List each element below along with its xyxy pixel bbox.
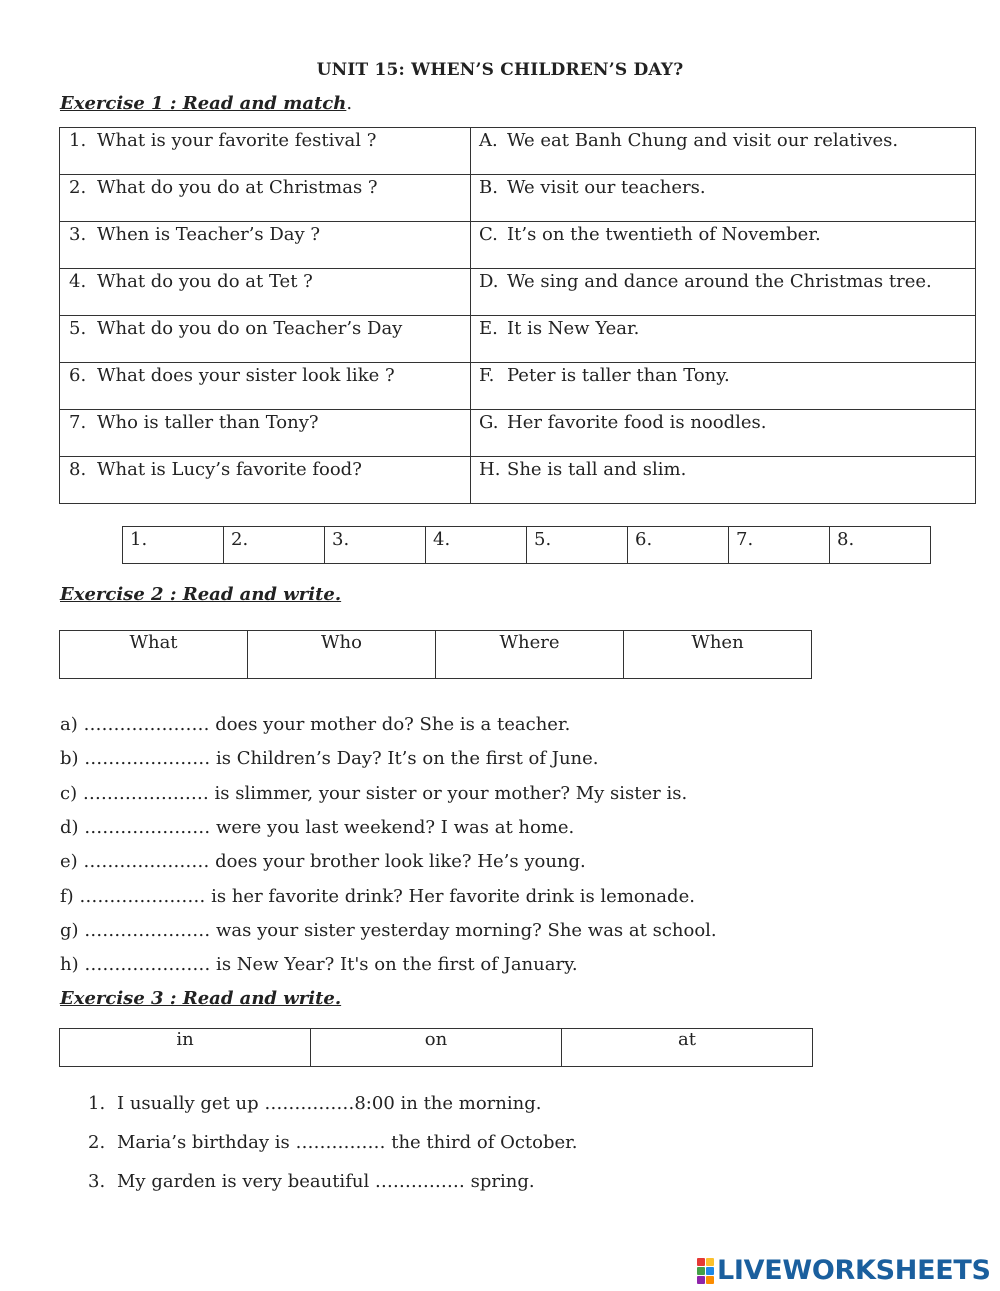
preposition-sentence[interactable] (88, 1132, 578, 1153)
logo-square (706, 1258, 714, 1266)
question-cell (60, 128, 471, 175)
answer-box[interactable]: 6. (628, 527, 729, 564)
match-row (60, 410, 976, 457)
fill-in-sentence[interactable]: a) ………………… does your mother do? She is a teacher. (60, 714, 571, 735)
preposition-word: on (311, 1029, 562, 1067)
match-table (59, 127, 976, 504)
exercise-2-heading: Exercise 2 : Read and write. (60, 584, 342, 605)
match-row (60, 363, 976, 410)
match-row (60, 175, 976, 222)
question-word: When (624, 631, 812, 679)
answer-letter: D. (479, 271, 499, 292)
item-number: 1. (88, 1093, 106, 1114)
question-cell (60, 222, 471, 269)
logo-square (706, 1276, 714, 1284)
logo-square (697, 1267, 705, 1275)
answer-cell (471, 175, 976, 222)
preposition-sentence[interactable] (88, 1171, 535, 1192)
answer-cell (471, 128, 976, 175)
question-cell (60, 175, 471, 222)
answer-cell (471, 363, 976, 410)
answer-text: Her favorite food is noodles. (507, 412, 767, 433)
question-text: When is Teacher’s Day ? (97, 224, 321, 245)
answer-box[interactable]: 3. (325, 527, 426, 564)
question-text: What is Lucy’s favorite food? (97, 459, 362, 480)
answer-cell (471, 410, 976, 457)
exercise-1-heading-punct: . (346, 93, 353, 114)
match-row (60, 128, 976, 175)
answer-cell (471, 316, 976, 363)
answer-box[interactable]: 7. (729, 527, 830, 564)
question-number: 5. (69, 318, 87, 339)
fill-in-sentence[interactable]: b) ………………… is Children’s Day? It’s on the first of June. (60, 748, 599, 770)
answer-letter: E. (479, 318, 498, 339)
answer-text: It is New Year. (507, 318, 640, 339)
preposition-word: at (562, 1029, 813, 1067)
question-number: 4. (69, 271, 87, 292)
question-cell (60, 457, 471, 504)
match-row (60, 316, 976, 363)
exercise-3-heading: Exercise 3 : Read and write. (60, 988, 342, 1009)
question-text: What do you do on Teacher’s Day (97, 318, 403, 339)
preposition-box (59, 1028, 813, 1067)
answer-text: We visit our teachers. (507, 177, 706, 198)
question-number: 8. (69, 459, 87, 480)
page-title: UNIT 15: WHEN’S CHILDREN’S DAY? (316, 60, 684, 80)
answer-letter: H. (479, 459, 501, 480)
question-number: 7. (69, 412, 87, 433)
question-text: Who is taller than Tony? (97, 412, 319, 433)
question-cell (60, 363, 471, 410)
preposition-word: in (60, 1029, 311, 1067)
answer-letter: A. (479, 130, 498, 151)
answer-letter: F. (479, 365, 495, 386)
answer-box[interactable]: 4. (426, 527, 527, 564)
question-number: 2. (69, 177, 87, 198)
answer-letter: C. (479, 224, 498, 245)
question-cell (60, 316, 471, 363)
question-text: What does your sister look like ? (97, 365, 395, 386)
answer-text: It’s on the twentieth of November. (507, 224, 821, 245)
question-number: 3. (69, 224, 87, 245)
question-cell (60, 410, 471, 457)
preposition-sentence[interactable] (88, 1093, 541, 1114)
question-text: What is your favorite festival ? (97, 130, 377, 151)
answer-letter: B. (479, 177, 498, 198)
question-word: Where (436, 631, 624, 679)
question-text: What do you do at Tet ? (97, 271, 313, 292)
item-text: Maria’s birthday is …………… the third of October. (117, 1132, 578, 1153)
item-number: 2. (88, 1132, 106, 1153)
logo-square (706, 1267, 714, 1275)
logo-mark-icon (697, 1258, 714, 1284)
answer-text: We eat Banh Chung and visit our relatives. (507, 130, 899, 151)
item-text: My garden is very beautiful …………… spring. (117, 1171, 535, 1192)
fill-in-sentence[interactable]: f) ………………… is her favorite drink? Her favorite drink is lemonade. (60, 885, 695, 907)
answer-text: She is tall and slim. (507, 459, 687, 480)
question-word: What (60, 631, 248, 679)
answer-box[interactable]: 1. (123, 527, 224, 564)
question-text: What do you do at Christmas ? (97, 177, 378, 198)
question-cell (60, 269, 471, 316)
answer-text: Peter is taller than Tony. (507, 365, 730, 386)
logo-text: LIVEWORKSHEETS (717, 1255, 991, 1286)
answer-cell (471, 222, 976, 269)
item-text: I usually get up ……………8:00 in the morning. (117, 1093, 542, 1114)
answer-cell (471, 269, 976, 316)
item-number: 3. (88, 1171, 106, 1192)
match-row (60, 269, 976, 316)
answer-cell (471, 457, 976, 504)
match-row (60, 457, 976, 504)
exercise-1-heading-text: Exercise 1 : Read and match (60, 93, 347, 114)
answer-box[interactable]: 2. (224, 527, 325, 564)
fill-in-sentence[interactable]: d) ………………… were you last weekend? I was at home. (60, 816, 575, 838)
question-number: 1. (69, 130, 87, 151)
fill-in-sentence[interactable]: g) ………………… was your sister yesterday morning? She was at school. (60, 919, 717, 941)
answer-box[interactable]: 8. (830, 527, 931, 564)
answer-text: We sing and dance around the Christmas tree. (507, 271, 932, 292)
match-row (60, 222, 976, 269)
answer-boxes (122, 526, 931, 564)
question-number: 6. (69, 365, 87, 386)
fill-in-sentence[interactable]: e) ………………… does your brother look like? He’s young. (60, 851, 586, 873)
fill-in-sentence[interactable]: c) ………………… is slimmer, your sister or your mother? My sister is. (60, 782, 688, 804)
exercise-1-heading (60, 93, 352, 114)
question-word: Who (248, 631, 436, 679)
answer-box[interactable]: 5. (527, 527, 628, 564)
answer-letter: G. (479, 412, 499, 433)
logo-square (697, 1258, 705, 1266)
question-word-box (59, 630, 812, 679)
logo-square (697, 1276, 705, 1284)
liveworksheets-logo (697, 1255, 991, 1286)
fill-in-sentence[interactable]: h) ………………… is New Year? It's on the first of January. (60, 954, 578, 976)
